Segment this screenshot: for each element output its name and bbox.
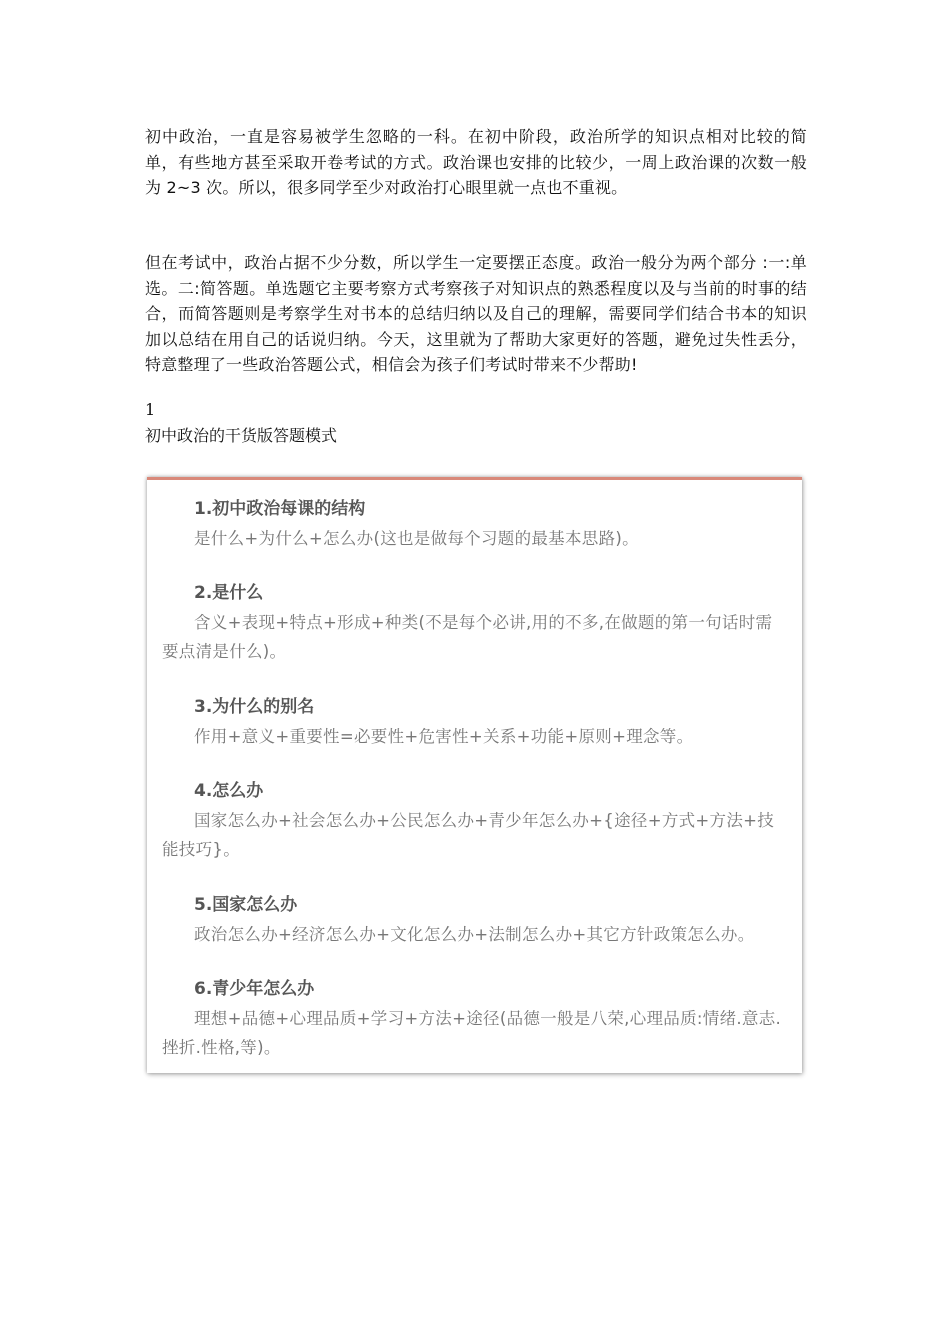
- card-item-structure: [162, 496, 782, 553]
- card-item-title: 5.国家怎么办: [194, 895, 298, 915]
- section-title: 初中政治的干货版答题模式: [145, 426, 338, 445]
- card-item-body: 理想+品德+心理品质+学习+方法+途径(品德一般是八荣,心理品质:情绪.意志.挫折.性格,等)。: [162, 1009, 782, 1057]
- card-item-state: [162, 892, 782, 949]
- section-number: 1: [145, 400, 156, 419]
- intro-paragraph: 初中政治，一直是容易被学生忽略的一科。在初中阶段，政治所学的知识点相对比较的简单，有些地方甚至采取开卷考试的方式。政治课也安排的比较少，一周上政治课的次数一般为 2~3 次。所以，很多同学至少对政治打心眼里就一点也不重视。: [145, 127, 807, 197]
- card-item-title: 2.是什么: [194, 583, 264, 603]
- card-item-youth: [162, 976, 782, 1062]
- card-item-title: 1.初中政治每课的结构: [194, 499, 366, 519]
- card-item-how: [162, 778, 782, 864]
- card-item-body: 国家怎么办+社会怎么办+公民怎么办+青少年怎么办+{途径+方式+方法+技能技巧}。: [162, 811, 775, 859]
- card-item-body: 是什么+为什么+怎么办(这也是做每个习题的最基本思路)。: [194, 529, 639, 548]
- card-item-what: [162, 580, 782, 666]
- card-item-title: 4.怎么办: [194, 781, 264, 801]
- card-item-body: 含义+表现+特点+形成+种类(不是每个必讲,用的不多,在做题的第一句话时需要点清是什么)。: [162, 613, 773, 661]
- card-item-title: 3.为什么的别名: [194, 697, 315, 717]
- card-item-why: [162, 694, 782, 751]
- card-item-body: 政治怎么办+经济怎么办+文化怎么办+法制怎么办+其它方针政策怎么办。: [194, 925, 755, 944]
- exam-paragraph: 但在考试中，政治占据不少分数，所以学生一定要摆正态度。政治一般分为两个部分 :一:单选。二:简答题。单选题它主要考察方式考察孩子对知识点的熟悉程度以及与当前的时事的结合，而简答题则是考察学生对书本的总结归纳以及自己的理解，需要同学们结合书本的知识加以总结在用自己的话说归纳。今天，这里就为了帮助大家更好的答题，避免过失性丢分，特意整理了一些政治答题公式，相信会为孩子们考试时带来不少帮助!: [145, 253, 807, 374]
- answer-template-card: [147, 477, 802, 1073]
- card-item-body: 作用+意义+重要性=必要性+危害性+关系+功能+原则+理念等。: [194, 727, 694, 746]
- card-item-title: 6.青少年怎么办: [194, 979, 315, 999]
